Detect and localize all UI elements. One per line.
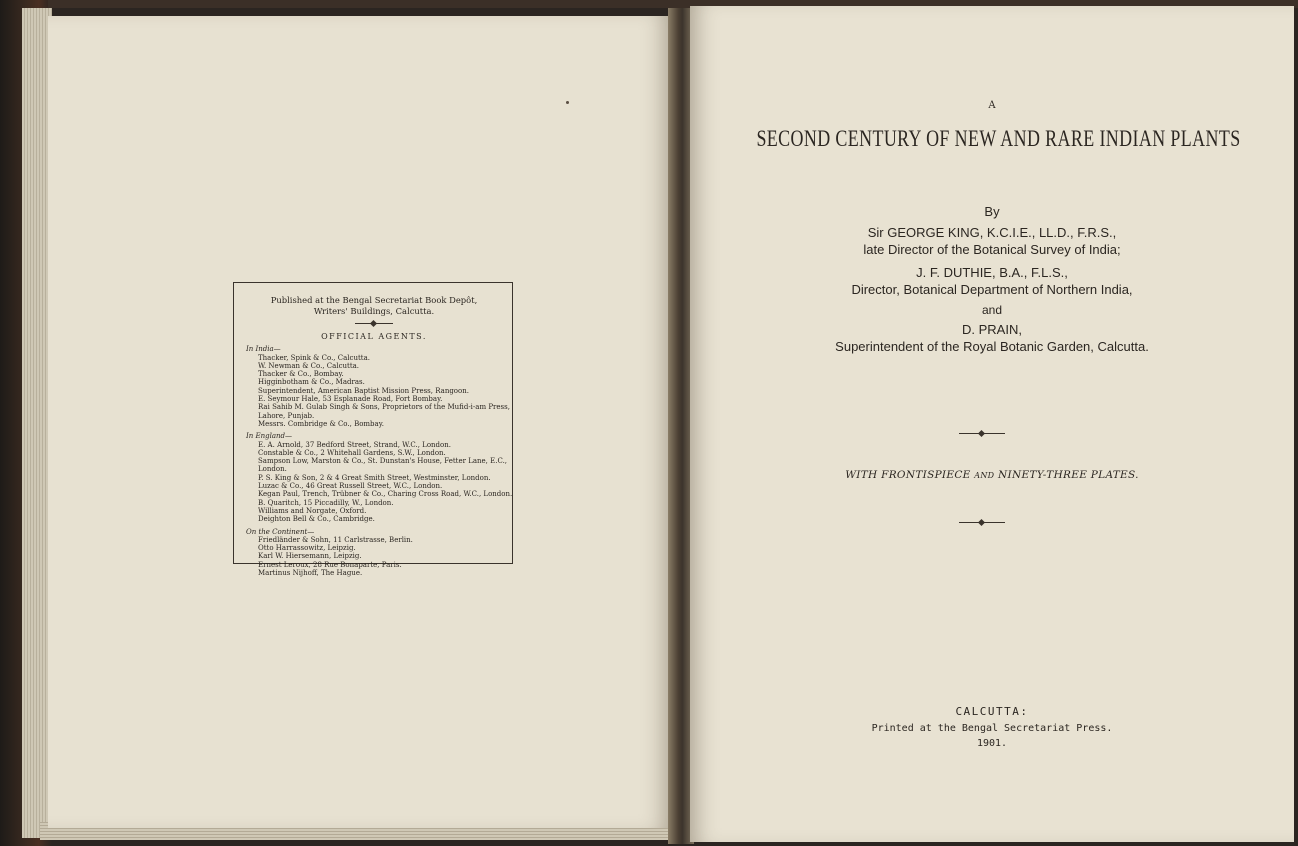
agent-entry: P. S. King & Son, 2 & 4 Great Smith Street, Westminster, London. — [258, 473, 491, 482]
agents-list — [246, 345, 513, 578]
ornament-rule — [355, 323, 393, 324]
publisher-statement — [246, 295, 502, 317]
agent-entry: Kegan Paul, Trench, Trübner & Co., Charing Cross Road, W.C., London. — [258, 490, 513, 499]
agents-region-label: On the Continent— — [246, 527, 315, 536]
agent-entry: Friedländer & Sohn, 11 Carlstrasse, Berlin. — [258, 535, 413, 544]
paper-speck — [566, 101, 569, 104]
agent-entry: Lahore, Punjab. — [258, 411, 315, 420]
agent-entry: London. — [258, 465, 287, 474]
ornament-rule-lower — [959, 522, 1005, 523]
agent-entry: E. A. Arnold, 37 Bedford Street, Strand, W.C., London. — [258, 440, 451, 449]
author-duthie-role: Director, Botanical Department of Northern India, — [851, 282, 1133, 297]
agent-entry: Higginbotham & Co., Madras. — [258, 378, 365, 387]
author-king-name: Sir GEORGE KING, K.C.I.E., LL.D., F.R.S., — [867, 225, 1117, 240]
agent-entry: Deighton Bell & Co., Cambridge. — [258, 515, 375, 524]
agent-entry: B. Quaritch, 15 Piccadilly, W., London. — [258, 498, 394, 507]
agents-region-label: In India— — [246, 345, 281, 354]
agent-entry: Williams and Norgate, Oxford. — [258, 506, 367, 515]
agent-entry: W. Newman & Co., Calcutta. — [258, 361, 360, 370]
ornament-rule-upper — [959, 433, 1005, 434]
agent-entry: Thacker, Spink & Co., Calcutta. — [258, 353, 370, 362]
agents-heading: OFFICIAL AGENTS. — [321, 332, 427, 341]
agent-entry: Rai Sahib M. Gulab Singh & Sons, Proprietors of the Mufid-i-am Press, — [258, 403, 510, 412]
imprint-printer: Printed at the Bengal Secretariat Press. — [871, 723, 1113, 734]
agent-entry: Messrs. Combridge & Co., Bombay. — [258, 419, 384, 428]
agents-region-label: In England— — [246, 432, 292, 441]
agent-entry: Superintendent, American Baptist Mission Press, Rangoon. — [258, 386, 469, 395]
and-line: and — [981, 303, 1003, 317]
agent-entry: Sampson Low, Marston & Co., St. Dunstan's House, Fetter Lane, E.C., — [258, 457, 508, 466]
imprint-place: CALCUTTA: — [955, 705, 1029, 718]
imprint-year: 1901. — [976, 738, 1008, 749]
plates-with: WITH FRONTISPIECE — [845, 469, 971, 481]
plates-statement — [690, 469, 1294, 481]
agent-entry: Luzac & Co., 46 Great Russell Street, W.C., London. — [258, 482, 443, 491]
plates-count: NINETY-THREE PLATES. — [998, 469, 1139, 481]
title-article: A — [988, 100, 996, 111]
published-line-1: Published at the Bengal Secretariat Book Depôt, — [270, 295, 478, 305]
by-line: By — [984, 204, 1000, 219]
author-prain-name: D. PRAIN, — [962, 322, 1022, 337]
published-line-2: Writers' Buildings, Calcutta. — [313, 306, 435, 316]
book-title: SECOND CENTURY OF NEW AND RARE INDIAN PLANTS — [756, 126, 1241, 151]
agent-entry: Ernest Leroux, 28 Rue Bonaparte, Paris. — [258, 560, 402, 569]
agent-entry: Thacker & Co., Bombay. — [258, 370, 344, 379]
plates-and: AND — [974, 471, 995, 480]
agent-entry: Martinus Nijhoff, The Hague. — [258, 569, 363, 578]
agent-entry: E. Seymour Hale, 53 Esplanade Road, Fort Bombay. — [258, 395, 443, 404]
agent-entry: Otto Harrassowitz, Leipzig. — [258, 544, 356, 553]
author-prain-role: Superintendent of the Royal Botanic Garden, Calcutta. — [835, 339, 1149, 354]
author-king-role: late Director of the Botanical Survey of India; — [863, 242, 1121, 257]
agent-entry: Constable & Co., 2 Whitehall Gardens, S.W., London. — [258, 448, 446, 457]
publisher-imprint-box — [233, 282, 513, 578]
agent-entry: Karl W. Hiersemann, Leipzig. — [258, 552, 362, 561]
author-duthie-name: J. F. DUTHIE, B.A., F.L.S., — [916, 265, 1068, 280]
